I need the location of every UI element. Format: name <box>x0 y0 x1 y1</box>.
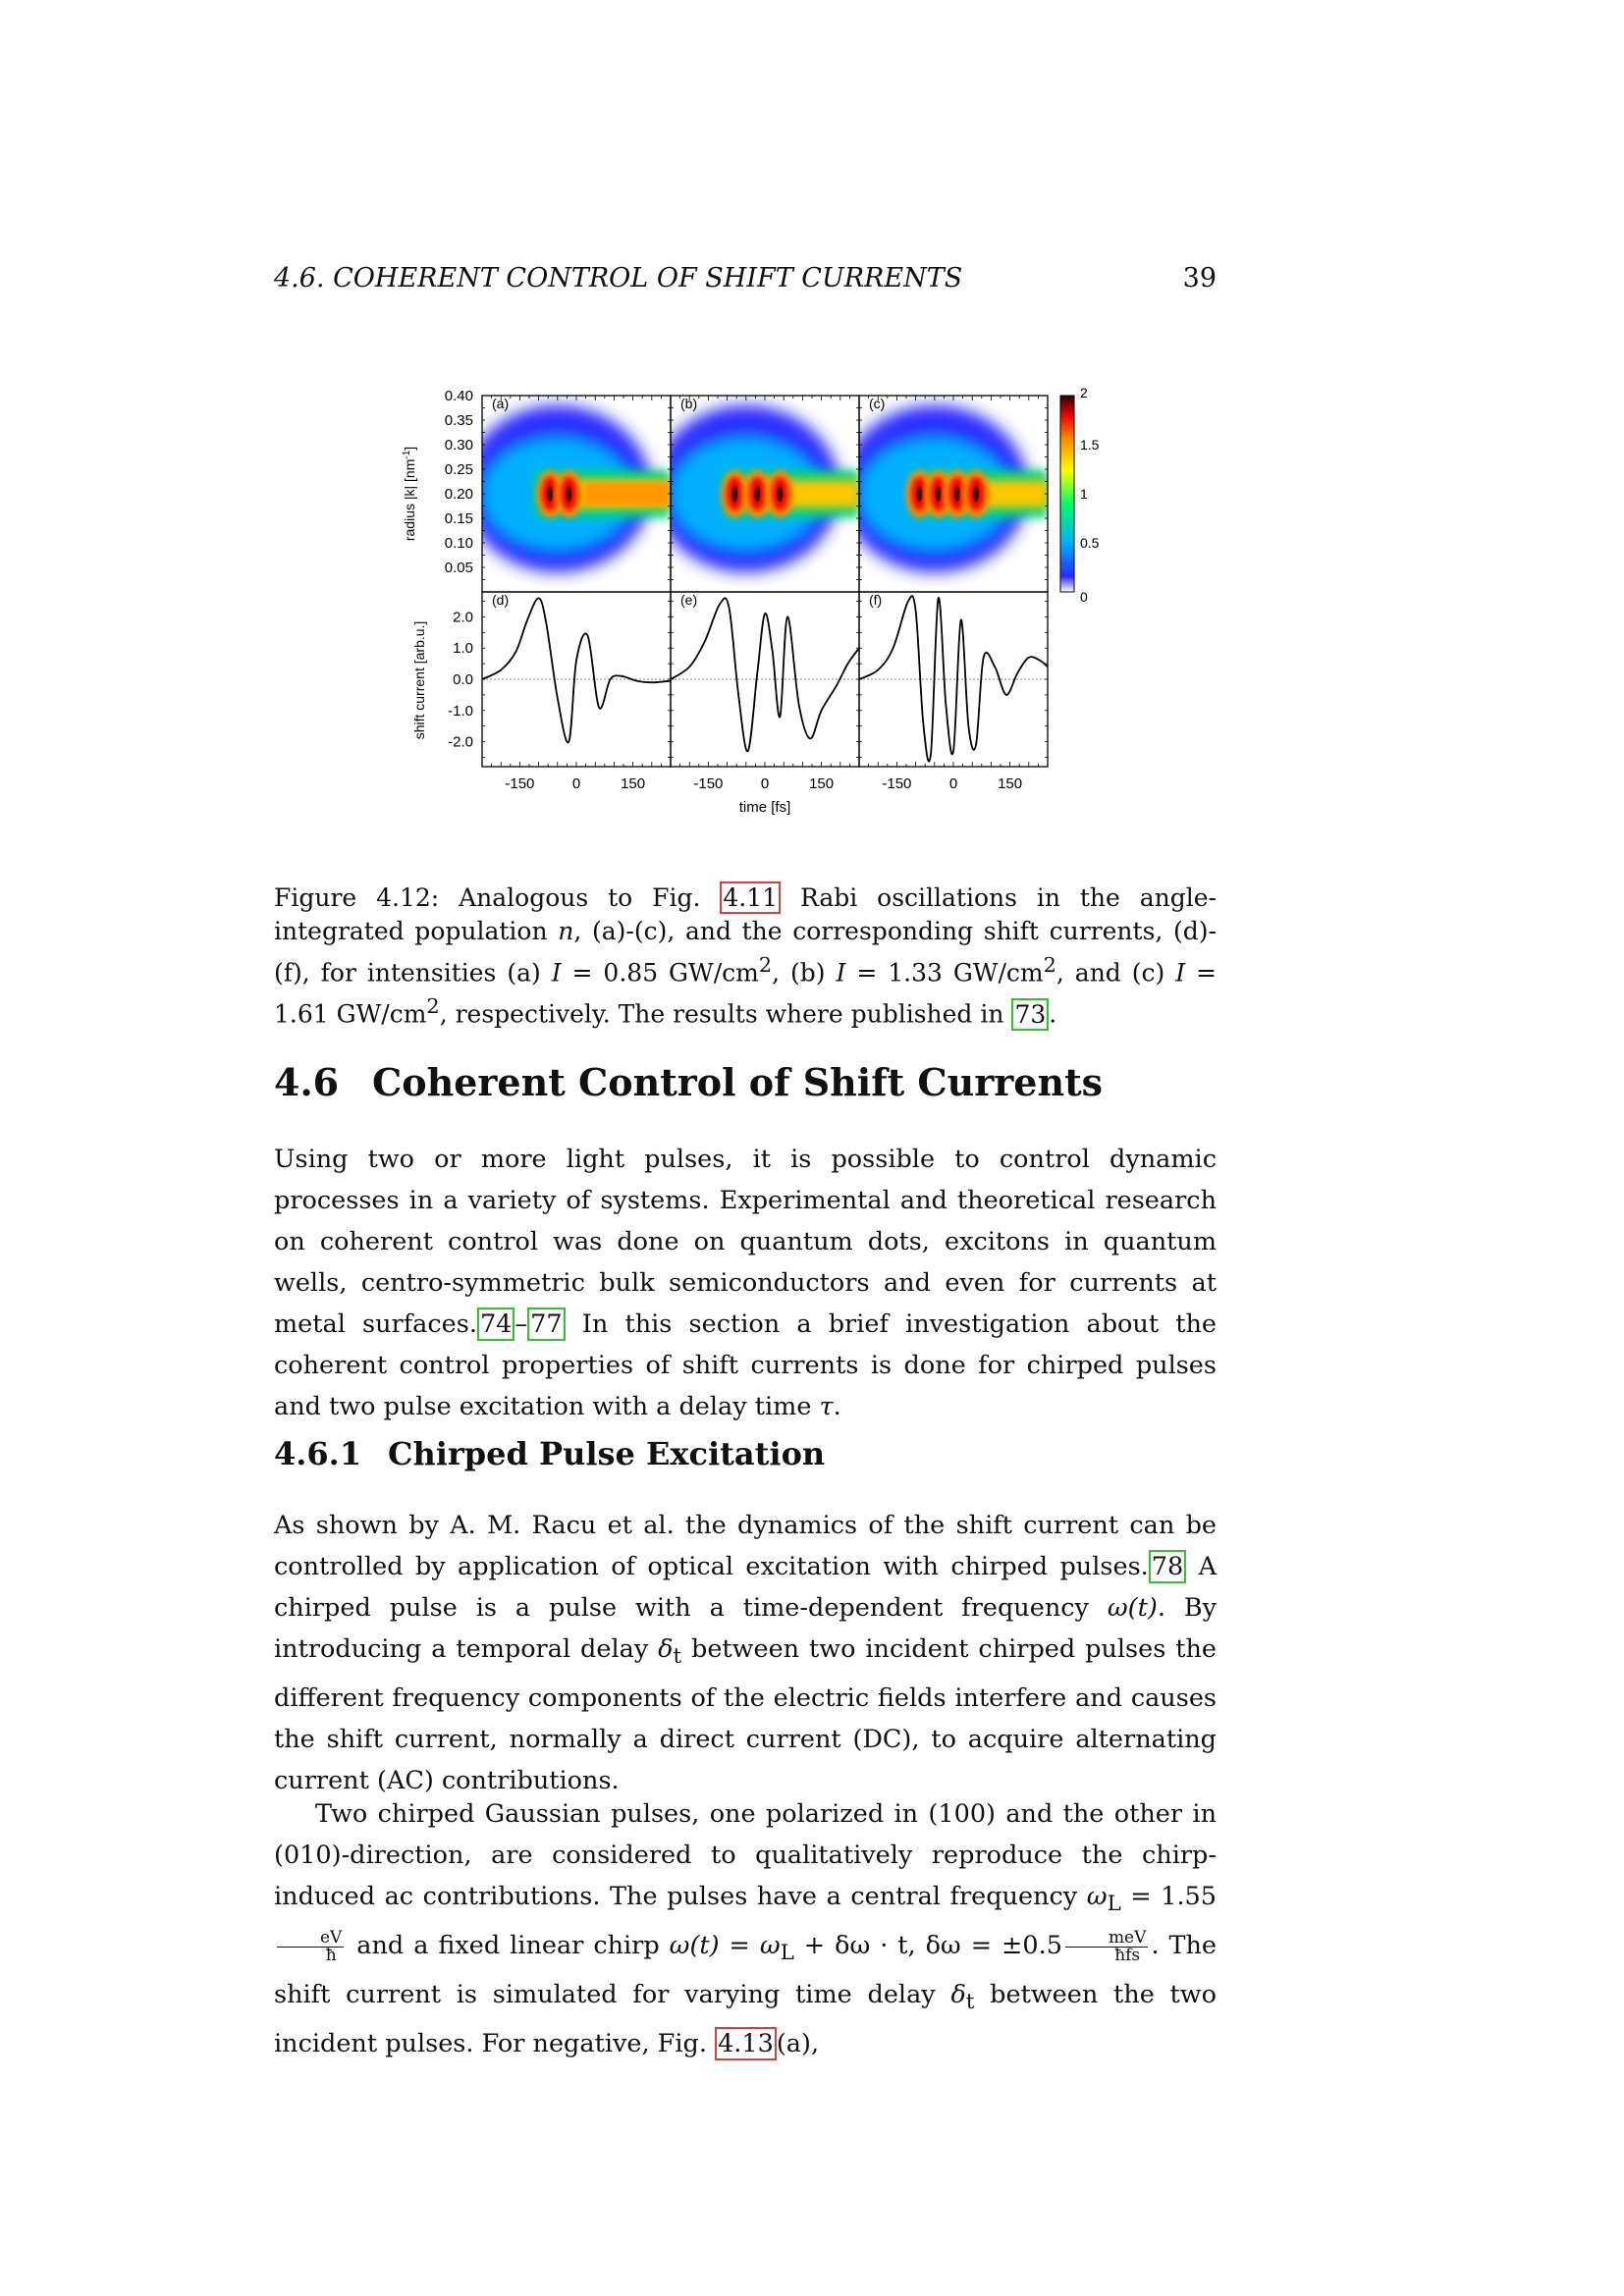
y-tick-label-top: 0.10 <box>444 535 473 552</box>
population-peak-core <box>954 486 960 502</box>
para-sub: L <box>780 1941 794 1966</box>
caption-text: , (b) <box>772 958 837 988</box>
panel-label: (b) <box>680 396 698 411</box>
population-peak-core <box>547 486 553 502</box>
caption-var: I <box>836 958 846 988</box>
panel-label: (a) <box>492 396 510 411</box>
panel-label: (c) <box>869 396 886 411</box>
shift-current-curve-f <box>859 596 1048 762</box>
ref-74[interactable]: 74 <box>477 1308 514 1341</box>
ref-78[interactable]: 78 <box>1149 1550 1186 1583</box>
heatmap-c <box>841 396 1048 592</box>
y-axis-label-end: ] <box>402 446 417 451</box>
y-tick-label-top: 0.15 <box>444 510 473 527</box>
page-number: 39 <box>1182 263 1217 294</box>
heatmap-b <box>653 396 859 592</box>
y-tick-label-bottom: -2.0 <box>448 733 473 751</box>
section-title: Coherent Control of Shift Currents <box>372 1060 1104 1104</box>
population-peak-core <box>777 486 783 502</box>
caption-text: Rabi oscillations in the angle-integrated population <box>274 883 1217 945</box>
x-axis-label: time [fs] <box>738 799 791 816</box>
para-text: In this section a brief investigation about the coherent control properties of shift currents is done for chirped pulses and two pulse excitation with a delay time <box>274 1309 1217 1421</box>
caption-eq: = 1.33 GW/cm <box>845 958 1044 988</box>
para-text: and a fixed linear chirp <box>347 1931 670 1961</box>
caption-sup: 2 <box>426 994 440 1019</box>
paragraph-intro <box>274 1139 1217 1427</box>
caption-text: Analogous to Fig. <box>439 883 721 912</box>
frac-top: meV <box>1065 1930 1148 1948</box>
colorbar-tick-label: 2 <box>1080 385 1088 400</box>
caption-text: , (a)-(c), and the corresponding shift currents, (d)-(f), for intensities (a) <box>274 917 1217 988</box>
x-tick-label: 150 <box>998 775 1023 792</box>
ref-77[interactable]: 77 <box>527 1308 565 1341</box>
x-tick-label: 0 <box>760 775 770 792</box>
para-sub: t <box>965 1990 975 2015</box>
population-peak-core <box>731 486 737 502</box>
para-var: ω(t) <box>1107 1593 1158 1623</box>
caption-text: , respectively. The results where published in <box>439 999 1012 1029</box>
paragraph-chirped <box>274 1505 1217 1801</box>
paragraph-gaussian <box>274 1793 1217 2064</box>
section-heading <box>274 1060 1217 1104</box>
caption-lead: Figure 4.12: <box>274 883 440 912</box>
y-tick-label-bottom: 2.0 <box>453 609 473 626</box>
heatmap-panels <box>464 396 1048 592</box>
para-text: A chirped pulse is a pulse with a time-dependent frequency <box>274 1552 1217 1623</box>
subsection-title: Chirped Pulse Excitation <box>388 1435 826 1472</box>
colorbar-tick-label: 0 <box>1080 589 1088 605</box>
subsection-heading <box>274 1435 1217 1472</box>
caption-var: I <box>1175 958 1186 988</box>
figure-svg <box>393 378 1100 829</box>
caption-sup: 2 <box>758 953 773 977</box>
fraction-ev-hbar <box>277 1927 344 1965</box>
para-eq: = 1.55 <box>1120 1882 1217 1911</box>
y-tick-label-top: 0.40 <box>444 388 473 404</box>
para-text: – <box>514 1309 528 1339</box>
x-tick-label: 0 <box>948 775 958 792</box>
para-text: (a), <box>776 2029 820 2059</box>
para-eq: + δω · t, δω = ±0.5 <box>793 1931 1062 1961</box>
para-sub: t <box>673 1644 682 1670</box>
y-tick-label-bottom: 0.0 <box>453 671 473 688</box>
fraction-mev-hbarfs <box>1065 1927 1148 1965</box>
para-var: δ <box>950 1980 966 2010</box>
para-text: between the two incident pulses. For negative, Fig. <box>274 1980 1217 2059</box>
section-number: 4.6 <box>274 1060 340 1104</box>
ref-fig-4-11[interactable]: 4.11 <box>720 881 781 914</box>
para-text: . The shift current is simulated for varying time delay <box>274 1931 1217 2010</box>
colorbar <box>1060 396 1074 592</box>
figure-caption <box>274 881 1217 1032</box>
y-axis-label-bottom: shift current [arb.u.] <box>411 620 427 740</box>
y-tick-label-top: 0.30 <box>444 437 473 454</box>
shift-current-curve-d <box>482 598 671 742</box>
x-tick-label: -150 <box>505 775 535 792</box>
ref-73[interactable]: 73 <box>1011 998 1049 1031</box>
frac-bottom: ħfs <box>1114 1945 1141 1965</box>
x-tick-label: 150 <box>809 775 835 792</box>
shift-current-curve-e <box>671 598 859 751</box>
y-tick-label-top: 0.20 <box>444 486 473 503</box>
x-tick-label: 150 <box>621 775 646 792</box>
population-peak-core <box>566 486 571 502</box>
y-tick-label-top: 0.25 <box>444 461 473 478</box>
figure-4-12 <box>393 378 1100 833</box>
para-var: ω(t) = ω <box>669 1931 781 1961</box>
para-text: Two chirped Gaussian pulses, one polarized in (100) and the other in (010)-direction, are considered to qualitatively reproduce the chirp-induced ac contributions. The pulses have a central frequency <box>274 1799 1217 1911</box>
shift-current-curves <box>482 596 1048 762</box>
population-band <box>584 482 671 506</box>
para-var: ω <box>1086 1882 1108 1911</box>
x-tick-label: 0 <box>571 775 581 792</box>
y-axis-label-top <box>402 447 417 541</box>
caption-text: . <box>1049 999 1057 1029</box>
y-tick-label-bottom: 1.0 <box>453 640 473 658</box>
population-peak-core <box>754 486 760 502</box>
caption-sup: 2 <box>1043 953 1056 977</box>
colorbar-tick-label: 1 <box>1080 486 1088 502</box>
y-tick-label-top: 0.05 <box>444 560 473 576</box>
caption-eq: = 0.85 GW/cm <box>561 958 759 988</box>
para-var: δ <box>658 1634 674 1664</box>
panel-label: (f) <box>869 592 883 608</box>
population-peak-core <box>916 486 922 502</box>
para-text: . <box>833 1392 841 1421</box>
caption-var: I <box>551 958 562 988</box>
para-text: As shown by A. M. Racu et al. the dynamics of the shift current can be controlled by application of optical excitation with chirped pulses. <box>274 1511 1217 1581</box>
caption-text: , and (c) <box>1056 958 1176 988</box>
running-head-title: 4.6. COHERENT CONTROL OF SHIFT CURRENTS <box>274 263 963 294</box>
ref-fig-4-13[interactable]: 4.13 <box>715 2027 777 2060</box>
para-sub: L <box>1107 1892 1121 1917</box>
x-tick-label: -150 <box>693 775 724 792</box>
frac-bottom: ħ <box>325 1945 337 1965</box>
colorbar-tick-label: 0.5 <box>1080 535 1100 551</box>
y-axis-label-sup: -1 <box>402 450 412 459</box>
population-peak-core <box>936 486 942 502</box>
para-text: between two incident chirped pulses the different frequency components of the electric fields interfere and causes the shift current, normally a direct current (DC), to acquire alternating current (AC) contributions. <box>274 1634 1217 1796</box>
panel-label: (e) <box>680 592 698 608</box>
caption-var: n <box>558 917 574 945</box>
heatmap-a <box>464 396 671 592</box>
frac-top: eV <box>277 1930 344 1948</box>
para-var: τ <box>819 1392 834 1421</box>
caption-eq: = 1.61 GW/cm <box>274 958 1218 1029</box>
y-tick-label-top: 0.35 <box>444 412 473 429</box>
para-text: Using two or more light pulses, it is possible to control dynamic processes in a variety of systems. Experimental and theoretical research on coherent control was done on quantum dots, excitons in quantum wells, centro-symmetric bulk semiconductors and even for currents at metal surfaces. <box>274 1145 1217 1339</box>
colorbar-tick-label: 1.5 <box>1080 437 1100 453</box>
subsection-number: 4.6.1 <box>274 1435 362 1472</box>
y-tick-label-bottom: -1.0 <box>448 702 473 720</box>
x-tick-label: -150 <box>882 775 912 792</box>
panel-label: (d) <box>492 592 510 608</box>
population-peak-core <box>973 486 979 502</box>
y-axis-label-text: radius |k| [nm <box>402 458 417 542</box>
para-text: . By introducing a temporal delay <box>274 1593 1217 1664</box>
running-head <box>274 263 1217 302</box>
